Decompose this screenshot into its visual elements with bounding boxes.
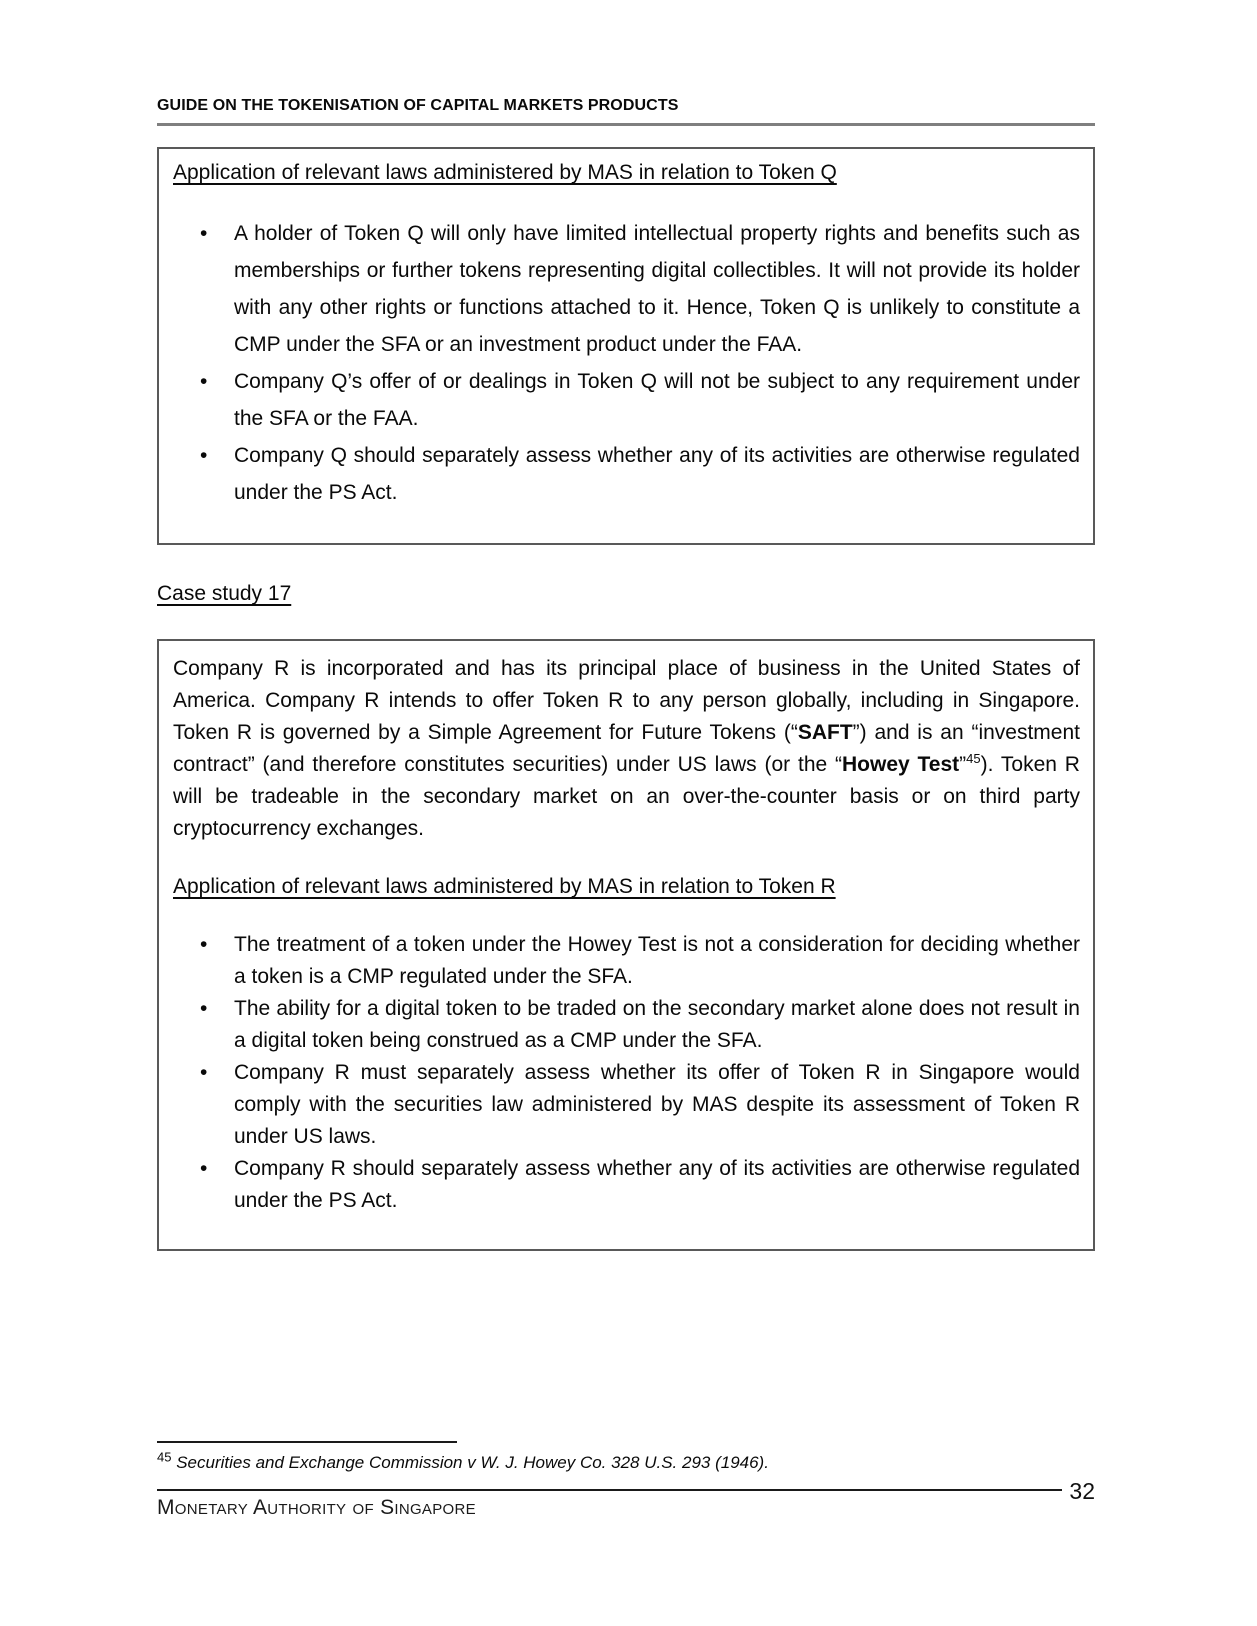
case-study-17-box [157, 639, 1095, 1251]
company-r-intro-paragraph [173, 653, 1080, 845]
content-column [157, 97, 1095, 1251]
token-r-application-heading: Application of relevant laws administered by MAS in relation to Token R [173, 875, 836, 898]
bullet-text: Company R should separately assess whether any of its activities are otherwise regulated under the PS Act. [234, 1157, 1080, 1212]
bold-term: SAFT [797, 721, 853, 744]
bullet-icon: • [200, 1061, 208, 1084]
bullet-text: Company Q’s offer of or dealings in Token Q will not be subject to any requirement under the SFA or the FAA. [234, 370, 1080, 430]
case-study-17-heading: Case study 17 [157, 582, 292, 605]
bullet-icon: • [200, 370, 208, 393]
page-number: 32 [1069, 1478, 1095, 1504]
bullet-item [173, 1153, 1080, 1217]
token-r-bullet-list [173, 929, 1080, 1217]
bullet-text: Company Q should separately assess whether any of its activities are otherwise regulated under the PS Act. [234, 444, 1080, 504]
bullet-icon: • [200, 1157, 208, 1180]
footnote-text: Securities and Exchange Commission v W. J. Howey Co. 328 U.S. 293 (1946). [176, 1453, 769, 1472]
bullet-icon: • [200, 933, 208, 956]
bullet-icon: • [200, 444, 208, 467]
text-run: ). Token R will be tradeable in the secondary market on an over-the-counter basis or on third party cryptocurrency exchanges. [173, 753, 1080, 840]
bullet-item [173, 215, 1080, 363]
footer-rule [157, 1489, 1062, 1491]
text-run: ” [959, 753, 967, 776]
text-run: ”) and is an “investment contract” (and therefore constitutes securities) under US laws (or the “ [173, 721, 1080, 776]
page-footer [157, 1478, 1095, 1520]
footnote-separator-rule [157, 1441, 457, 1443]
bullet-item [173, 993, 1080, 1057]
bullet-item [173, 363, 1080, 437]
token-q-bullet-list [173, 215, 1080, 511]
bullet-item [173, 1057, 1080, 1153]
page-bottom-block [157, 1441, 1095, 1520]
token-q-application-heading: Application of relevant laws administered by MAS in relation to Token Q [173, 161, 837, 184]
bullet-text: The treatment of a token under the Howey Test is not a consideration for deciding whether a token is a CMP regulated under the SFA. [234, 933, 1080, 988]
bullet-icon: • [200, 997, 208, 1020]
footnote-45 [157, 1451, 1095, 1475]
bullet-text: Company R must separately assess whether its offer of Token R in Singapore would comply with the securities law administered by MAS despite its assessment of Token R under US laws. [234, 1061, 1080, 1148]
bullet-item [173, 929, 1080, 993]
text-run: Company R is incorporated and has its principal place of business in the United States of America. Company R intends to offer Token R to any person globally, including in Singapore. Token R is governed by a Simple Agreement for Future Tokens (“ [173, 657, 1080, 744]
bullet-icon: • [200, 222, 208, 245]
footnote-ref-marker: 45 [157, 1449, 172, 1465]
bold-term: Howey Test [842, 753, 960, 776]
bullet-item [173, 437, 1080, 511]
footnote-ref-inline: 45 [966, 751, 981, 766]
bullet-text: The ability for a digital token to be traded on the secondary market alone does not result in a digital token being construed as a CMP under the SFA. [234, 997, 1080, 1052]
bullet-text: A holder of Token Q will only have limited intellectual property rights and benefits such as memberships or further tokens representing digital collectibles. It will not provide its holder with any other rights or functions attached to it. Hence, Token Q is unlikely to constitute a CMP under the SFA or an investment product under the FAA. [234, 222, 1080, 356]
document-header-title: GUIDE ON THE TOKENISATION OF CAPITAL MARKETS PRODUCTS [157, 97, 1095, 126]
footer-organization: Monetary Authority of Singapore [157, 1496, 476, 1519]
token-q-application-box [157, 147, 1095, 545]
